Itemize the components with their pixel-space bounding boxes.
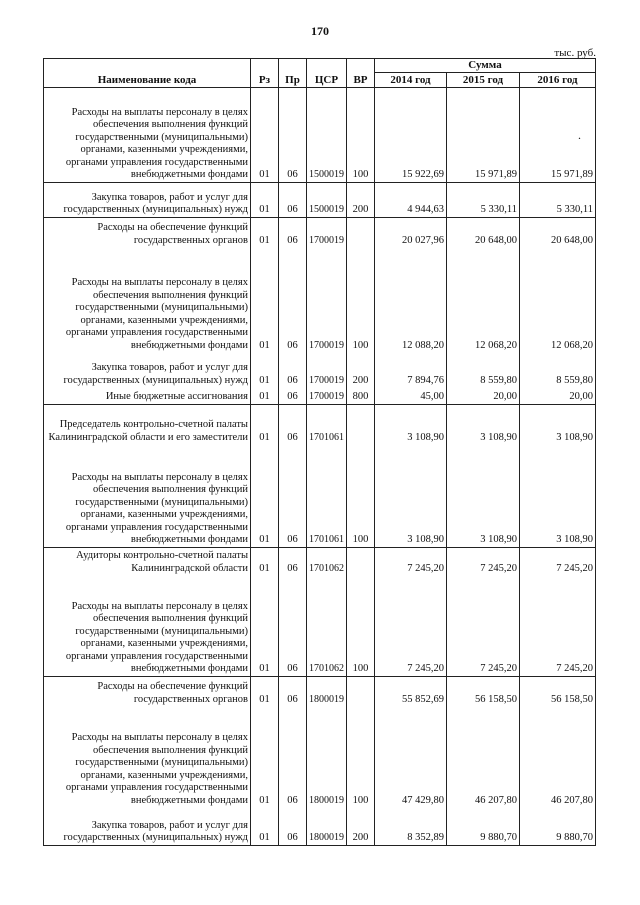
table-row — [44, 87, 596, 182]
row-name: Закупка товаров, работ и услуг для государственных (муниципальных) нужд — [44, 807, 251, 845]
row-vr — [347, 404, 375, 444]
row-vr: 100 — [347, 247, 375, 352]
row-2016: 12 068,20 — [520, 247, 596, 352]
row-name: Закупка товаров, работ и услуг для государственных (муниципальных) нужд — [44, 352, 251, 387]
row-2015: 56 158,50 — [447, 676, 520, 706]
row-rz: 01 — [251, 87, 279, 182]
row-rz: 01 — [251, 676, 279, 706]
row-2014: 7 245,20 — [375, 575, 447, 676]
table-row — [44, 575, 596, 676]
row-csr: 1701061 — [307, 444, 347, 547]
row-pr: 06 — [279, 404, 307, 444]
row-2015: 8 559,80 — [447, 352, 520, 387]
header-year-2014: 2014 год — [375, 72, 447, 87]
table-row — [44, 547, 596, 575]
header-sum: Сумма — [375, 59, 596, 73]
row-pr: 06 — [279, 547, 307, 575]
row-2014: 20 027,96 — [375, 217, 447, 247]
row-vr: 200 — [347, 807, 375, 845]
header-year-2015: 2015 год — [447, 72, 520, 87]
table-row — [44, 387, 596, 404]
table-row — [44, 706, 596, 807]
row-name: Расходы на выплаты персоналу в целях обеспечения выполнения функций государственными (муниципальными) органами, казенными учреждениями, органами управления государственными внебюджетными фондами — [44, 247, 251, 352]
table-row — [44, 352, 596, 387]
row-2015: 12 068,20 — [447, 247, 520, 352]
row-pr: 06 — [279, 87, 307, 182]
row-pr: 06 — [279, 807, 307, 845]
row-2015: 15 971,89 — [447, 87, 520, 182]
table-row — [44, 182, 596, 217]
row-rz: 01 — [251, 807, 279, 845]
unit-label: тыс. руб. — [554, 47, 596, 59]
scan-dot: . — [578, 128, 581, 142]
row-vr: 100 — [347, 87, 375, 182]
row-2015: 5 330,11 — [447, 182, 520, 217]
row-2016: 15 971,89 — [520, 87, 596, 182]
row-2016: 20,00 — [520, 387, 596, 404]
table-row — [44, 444, 596, 547]
row-vr — [347, 547, 375, 575]
row-2015: 20 648,00 — [447, 217, 520, 247]
row-name: Закупка товаров, работ и услуг для государственных (муниципальных) нужд — [44, 182, 251, 217]
row-vr: 800 — [347, 387, 375, 404]
row-2014: 4 944,63 — [375, 182, 447, 217]
row-vr: 100 — [347, 706, 375, 807]
row-rz: 01 — [251, 547, 279, 575]
header-pr: Пр — [279, 59, 307, 88]
table-row — [44, 404, 596, 444]
row-rz: 01 — [251, 352, 279, 387]
row-vr: 100 — [347, 575, 375, 676]
row-2015: 9 880,70 — [447, 807, 520, 845]
row-2016: 8 559,80 — [520, 352, 596, 387]
row-2014: 15 922,69 — [375, 87, 447, 182]
row-2015: 3 108,90 — [447, 404, 520, 444]
row-rz: 01 — [251, 247, 279, 352]
row-2014: 3 108,90 — [375, 444, 447, 547]
row-rz: 01 — [251, 182, 279, 217]
row-2015: 20,00 — [447, 387, 520, 404]
row-vr: 200 — [347, 352, 375, 387]
row-name: Расходы на выплаты персоналу в целях обеспечения выполнения функций государственными (муниципальными) органами, казенными учреждениями, органами управления государственными внебюджетными фондами — [44, 444, 251, 547]
row-name: Расходы на обеспечение функций государственных органов — [44, 217, 251, 247]
row-2016: 3 108,90 — [520, 444, 596, 547]
row-pr: 06 — [279, 444, 307, 547]
row-pr: 06 — [279, 182, 307, 217]
row-pr: 06 — [279, 676, 307, 706]
row-2014: 47 429,80 — [375, 706, 447, 807]
row-csr: 1800019 — [307, 706, 347, 807]
row-csr: 1500019 — [307, 182, 347, 217]
row-name: Расходы на обеспечение функций государственных органов — [44, 676, 251, 706]
row-csr: 1500019 — [307, 87, 347, 182]
row-pr: 06 — [279, 352, 307, 387]
row-vr: 100 — [347, 444, 375, 547]
row-2016: 7 245,20 — [520, 575, 596, 676]
table-row — [44, 676, 596, 706]
row-2014: 8 352,89 — [375, 807, 447, 845]
row-pr: 06 — [279, 706, 307, 807]
row-name: Иные бюджетные ассигнования — [44, 387, 251, 404]
row-csr: 1700019 — [307, 217, 347, 247]
row-vr: 200 — [347, 182, 375, 217]
row-2016: 20 648,00 — [520, 217, 596, 247]
row-rz: 01 — [251, 404, 279, 444]
row-2015: 7 245,20 — [447, 575, 520, 676]
row-rz: 01 — [251, 444, 279, 547]
row-2015: 46 207,80 — [447, 706, 520, 807]
header-name: Наименование кода — [44, 59, 251, 88]
row-pr: 06 — [279, 217, 307, 247]
row-csr: 1701062 — [307, 547, 347, 575]
row-name: Председатель контрольно-счетной палаты Калининградской области и его заместители — [44, 404, 251, 444]
header-rz: Рз — [251, 59, 279, 88]
budget-table — [43, 58, 596, 846]
row-2016: 3 108,90 — [520, 404, 596, 444]
row-name: Расходы на выплаты персоналу в целях обеспечения выполнения функций государственными (муниципальными) органами, казенными учреждениями, органами управления государственными внебюджетными фондами — [44, 87, 251, 182]
table-row — [44, 247, 596, 352]
row-vr — [347, 217, 375, 247]
row-csr: 1800019 — [307, 807, 347, 845]
header-vr: ВР — [347, 59, 375, 88]
row-vr — [347, 676, 375, 706]
row-name: Аудиторы контрольно-счетной палаты Калининградской области — [44, 547, 251, 575]
page-number: 170 — [311, 24, 329, 38]
header-csr: ЦСР — [307, 59, 347, 88]
row-csr: 1700019 — [307, 247, 347, 352]
row-csr: 1800019 — [307, 676, 347, 706]
row-rz: 01 — [251, 217, 279, 247]
row-csr: 1700019 — [307, 352, 347, 387]
table-body — [44, 87, 596, 845]
row-rz: 01 — [251, 387, 279, 404]
row-2015: 3 108,90 — [447, 444, 520, 547]
row-csr: 1701061 — [307, 404, 347, 444]
table-row — [44, 217, 596, 247]
row-2014: 45,00 — [375, 387, 447, 404]
row-2014: 12 088,20 — [375, 247, 447, 352]
table-row — [44, 807, 596, 845]
row-rz: 01 — [251, 575, 279, 676]
row-csr: 1700019 — [307, 387, 347, 404]
header-year-2016: 2016 год — [520, 72, 596, 87]
row-2016: 7 245,20 — [520, 547, 596, 575]
row-rz: 01 — [251, 706, 279, 807]
row-2016: 9 880,70 — [520, 807, 596, 845]
row-pr: 06 — [279, 387, 307, 404]
row-2015: 7 245,20 — [447, 547, 520, 575]
row-pr: 06 — [279, 575, 307, 676]
row-pr: 06 — [279, 247, 307, 352]
row-name: Расходы на выплаты персоналу в целях обеспечения выполнения функций государственными (муниципальными) органами, казенными учреждениями, органами управления государственными внебюджетными фондами — [44, 575, 251, 676]
row-2014: 55 852,69 — [375, 676, 447, 706]
row-name: Расходы на выплаты персоналу в целях обеспечения выполнения функций государственными (муниципальными) органами, казенными учреждениями, органами управления государственными внебюджетными фондами — [44, 706, 251, 807]
row-2014: 3 108,90 — [375, 404, 447, 444]
row-2014: 7 894,76 — [375, 352, 447, 387]
row-2016: 56 158,50 — [520, 676, 596, 706]
row-2014: 7 245,20 — [375, 547, 447, 575]
row-2016: 46 207,80 — [520, 706, 596, 807]
row-2016: 5 330,11 — [520, 182, 596, 217]
row-csr: 1701062 — [307, 575, 347, 676]
